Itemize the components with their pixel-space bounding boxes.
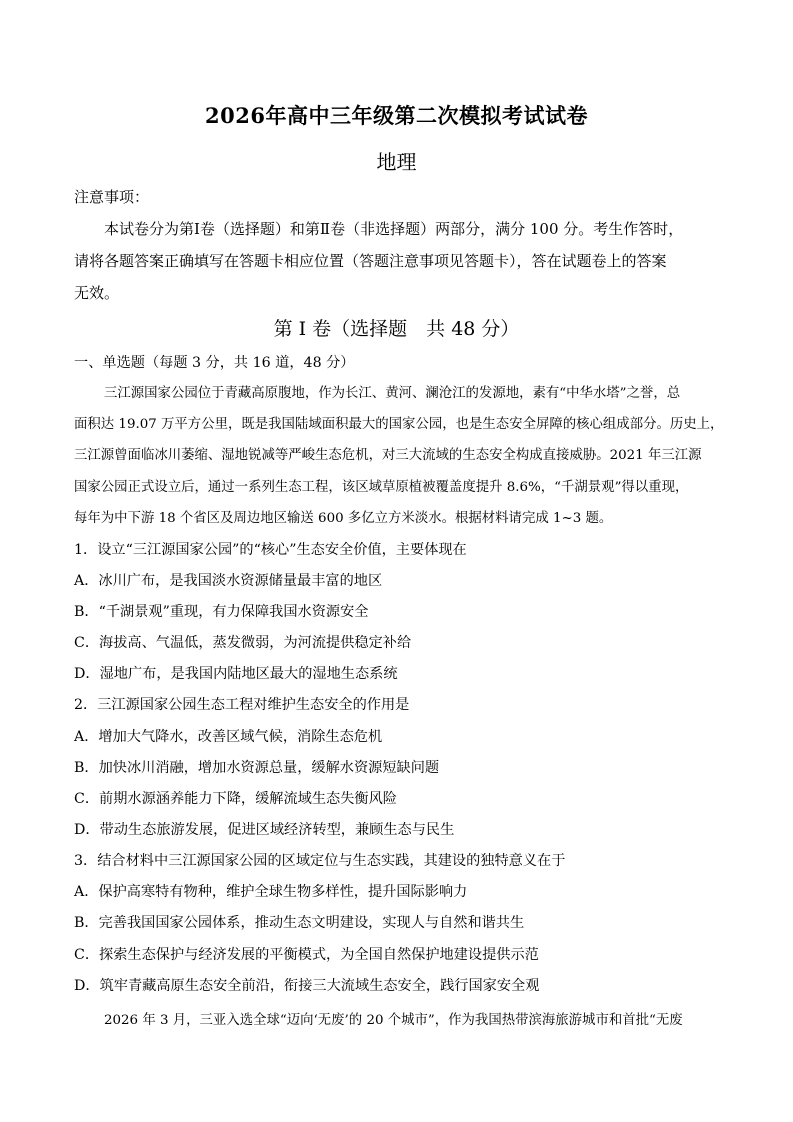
question-option: A．冰川广布，是我国淡水资源储量最丰富的地区 [74,573,383,589]
subject-title: 地理 [376,150,417,174]
exam-title: 2026年高中三年级第二次模拟考试试卷 [205,103,588,128]
passage-line: 面积达 19.07 万平方公里，既是我国陆域面积最大的国家公园，也是生态安全屏障的核心组成部分。历史上， [74,417,724,432]
question-option: B．“千湖景观”重现，有力保障我国水资源安全 [74,604,369,620]
passage-line: 三江源国家公园位于青藏高原腹地，作为长江、黄河、澜沧江的发源地，素有“中华水塔”之誉，总 [104,386,681,401]
notice-line: 无效。 [74,284,120,302]
question-stem: 1．设立“三江源国家公园”的“核心”生态安全价值，主要体现在 [74,542,467,558]
notice-heading: 注意事项： [74,188,150,206]
question-option: D．带动生态旅游发展，促进区域经济转型，兼顾生态与民生 [74,822,455,838]
passage-line: 2026 年 3 月，三亚入选全球“迈向‘无废’的 20 个城市”，作为我国热带滨海旅游城市和首批“无废 [104,1013,683,1028]
question-option: C．探索生态保护与经济发展的平衡模式，为全国自然保护地建设提供示范 [74,947,539,963]
question-option: D．筑牢青藏高原生态安全前沿，衔接三大流域生态安全，践行国家安全观 [74,978,540,994]
question-stem: 3．结合材料中三江源国家公园的区域定位与生态实践，其建设的独特意义在于 [74,853,566,869]
passage-line: 国家公园正式设立后，通过一系列生态工程，该区域草原植被覆盖度提升 8.6%，“千湖景观”得以重现， [74,480,689,495]
part-heading: 一、单选题（每题 3 分，共 16 道，48 分） [74,355,355,371]
question-option: A．保护高寒特有物种，维护全球生物多样性，提升国际影响力 [74,884,468,900]
question-option: B．完善我国国家公园体系，推动生态文明建设，实现人与自然和谐共生 [74,915,525,931]
question-option: A．增加大气降水，改善区域气候，消除生态危机 [74,729,383,745]
notice-line: 本试卷分为第Ⅰ卷（选择题）和第Ⅱ卷（非选择题）两部分，满分 100 分。考生作答时， [104,220,684,238]
question-option: D．湿地广布，是我国内陆地区最大的湿地生态系统 [74,666,398,682]
passage-line: 每年为中下游 18 个省区及周边地区输送 600 多亿立方米淡水。根据材料请完成 1~3 题。 [74,511,613,526]
question-option: C．前期水源涵养能力下降，缓解流域生态失衡风险 [74,791,397,807]
question-option: C．海拔高、气温低，蒸发微弱，为河流提供稳定补给 [74,635,412,651]
section-title: 第 I 卷（选择题 共 48 分） [273,318,520,340]
question-option: B．加快冰川消融，增加水资源总量，缓解水资源短缺问题 [74,760,440,776]
passage-line: 三江源曾面临冰川萎缩、湿地锐减等严峻生态危机，对三大流域的生态安全构成直接威胁。2021 年三江源 [74,448,702,463]
question-stem: 2．三江源国家公园生态工程对维护生态安全的作用是 [74,697,410,713]
notice-line: 请将各题答案正确填写在答题卡相应位置（答题注意事项见答题卡），答在试题卷上的答案 [74,252,667,270]
